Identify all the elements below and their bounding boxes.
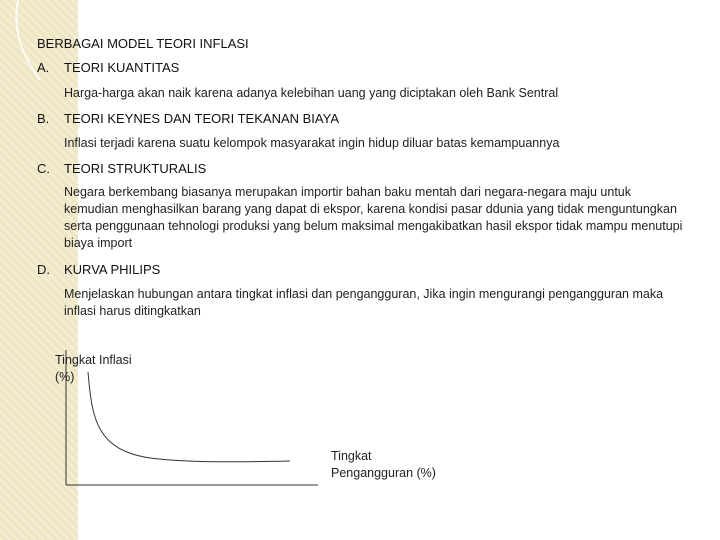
section-letter: C. xyxy=(37,161,50,176)
page-title: BERBAGAI MODEL TEORI INFLASI xyxy=(37,36,249,51)
section-letter: B. xyxy=(37,111,50,126)
y-axis-label xyxy=(55,352,132,386)
section-text-d: Menjelaskan hubungan antara tingkat inflasi dan pengangguran, Jika ingin mengurangi pengangguran maka inflasi harus ditingkatkan xyxy=(64,287,664,318)
section-letter: D. xyxy=(37,262,50,277)
y-axis-label-line1: Tingkat Inflasi xyxy=(55,353,132,367)
y-axis-label-line2: (%) xyxy=(55,370,75,384)
section-heading-text: TEORI KUANTITAS xyxy=(64,60,180,75)
x-axis-label-line1: Tingkat xyxy=(331,449,372,463)
x-axis-label-line2: Pengangguran (%) xyxy=(331,466,436,480)
section-heading-text: TEORI STRUKTURALIS xyxy=(64,161,207,176)
section-text-c: Negara berkembang biasanya merupakan importir bahan baku mentah dari negara-negara maju untuk kemudian menghasilkan barang yang dapat di ekspor, karena kondisi pasar ddunia yang tidak menguntungkan serta penggunaan tehnologi produksi yang belum maksimal mengakibatkan hasil ekspor tidak mampu menutupi biaya import xyxy=(64,185,683,250)
x-axis-label xyxy=(331,448,436,482)
section-text-a: Harga-harga akan naik karena adanya kelebihan uang yang diciptakan oleh Bank Sentral xyxy=(64,86,559,100)
section-letter: A. xyxy=(37,60,50,75)
section-heading-text: KURVA PHILIPS xyxy=(64,262,161,277)
section-heading-text: TEORI KEYNES DAN TEORI TEKANAN BIAYA xyxy=(64,111,339,126)
section-text-b: Inflasi terjadi karena suatu kelompok masyarakat ingin hidup diluar batas kemampuannya xyxy=(64,136,560,150)
